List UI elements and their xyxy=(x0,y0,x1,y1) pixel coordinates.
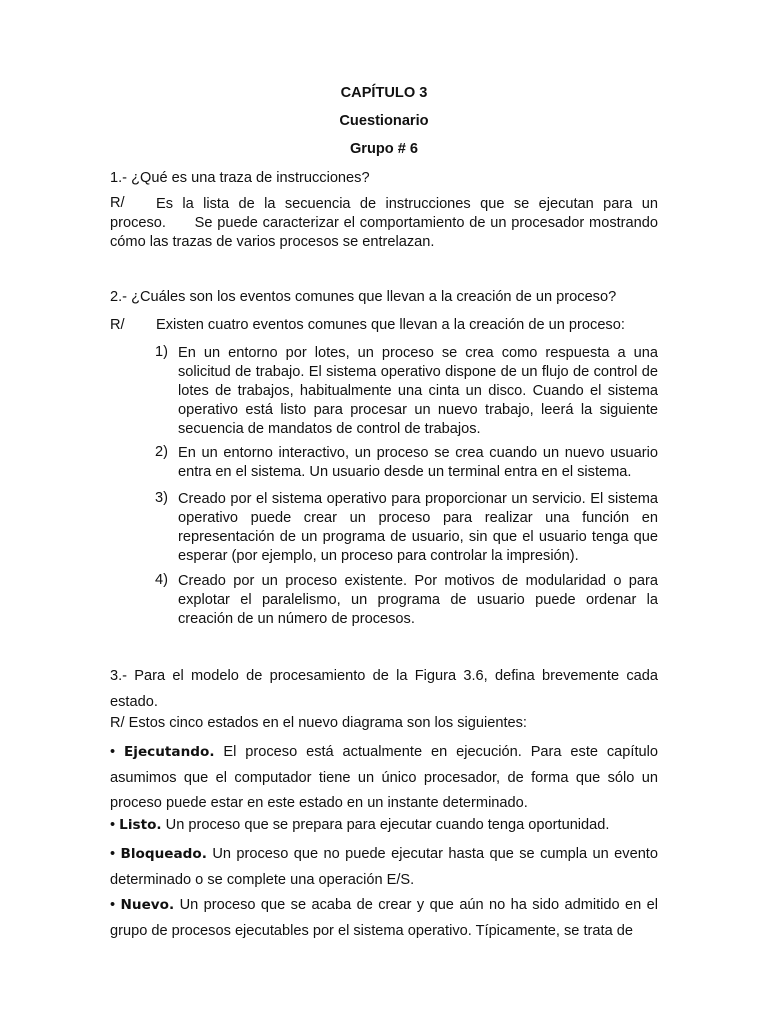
state-ejecutando xyxy=(110,740,658,817)
state-text: Un proceso que no puede ejecutar hasta que se cumpla un evento determinado o se complete una operación E/S. xyxy=(110,846,658,888)
list-item: Creado por un proceso existente. Por motivos de modularidad o para explotar el paralelismo, un programa de usuario puede ordenar la creación de un número de procesos. xyxy=(178,573,658,627)
answer-2-intro: Existen cuatro eventos comunes que llevan a la creación de un proceso: xyxy=(156,317,625,333)
list-number: 2) xyxy=(155,444,168,460)
question-2: 2.- ¿Cuáles son los eventos comunes que llevan a la creación de un proceso? xyxy=(110,289,617,305)
state-text: Un proceso que se acaba de crear y que aún no ha sido admitido en el grupo de procesos ejecutables por el sistema operativo. Típicamente, se trata de xyxy=(110,897,658,939)
state-term: Ejecutando. xyxy=(124,744,215,760)
list-number: 1) xyxy=(155,344,168,360)
list-item: Creado por el sistema operativo para proporcionar un servicio. El sistema operativo puede crear un proceso para realizar una función en representación de un programa de usuario, sin que el usuario tenga que esperar (por ejemplo, un proceso para controlar la impresión). xyxy=(178,491,658,564)
answer-3-intro: R/ Estos cinco estados en el nuevo diagrama son los siguientes: xyxy=(110,715,527,731)
bullet: • xyxy=(110,846,116,862)
answer-1-label: R/ xyxy=(110,195,125,211)
answer-1: Es la lista de la secuencia de instrucciones que se ejecutan para un proceso. Se puede caracterizar el comportamiento de un procesador mostrando cómo las trazas de varios procesos se entrelazan. xyxy=(110,196,658,250)
list-item: En un entorno interactivo, un proceso se crea cuando un nuevo usuario entra en el sistema. Un usuario desde un terminal entra en el sistema. xyxy=(178,445,658,480)
bullet: • xyxy=(110,817,116,833)
question-3: 3.- Para el modelo de procesamiento de la Figura 3.6, defina brevemente cada estado. xyxy=(110,668,658,710)
answer-2-label: R/ xyxy=(110,317,125,333)
question-1: 1.- ¿Qué es una traza de instrucciones? xyxy=(110,170,370,186)
list-number: 3) xyxy=(155,490,168,506)
state-text: El proceso está actualmente en ejecución. Para este capítulo asumimos que el computador tiene un único procesador, de forma que sólo un proceso puede estar en este estado en un instante determinado. xyxy=(110,744,658,811)
state-text: Un proceso que se prepara para ejecutar cuando tenga oportunidad. xyxy=(165,817,610,833)
chapter-title: CAPÍTULO 3 xyxy=(340,85,428,101)
subtitle: Cuestionario xyxy=(339,113,429,129)
state-term: Nuevo. xyxy=(120,897,175,913)
state-listo xyxy=(110,817,609,833)
state-bloqueado xyxy=(110,842,658,893)
state-nuevo xyxy=(110,893,658,945)
state-term: Listo. xyxy=(119,817,162,833)
bullet: • xyxy=(110,897,116,913)
list-number: 4) xyxy=(155,572,168,588)
list-item: En un entorno por lotes, un proceso se crea como respuesta a una solicitud de trabajo. El sistema operativo dispone de un flujo de control de lotes de trabajos, habitualmente una cinta un disco. Cuando el sistema operativo está listo para procesar un nuevo trabajo, leerá la siguiente secuencia de mandatos de control de trabajos. xyxy=(178,345,658,437)
bullet: • xyxy=(110,744,116,760)
group-label: Grupo # 6 xyxy=(349,141,419,157)
state-term: Bloqueado. xyxy=(120,846,207,862)
